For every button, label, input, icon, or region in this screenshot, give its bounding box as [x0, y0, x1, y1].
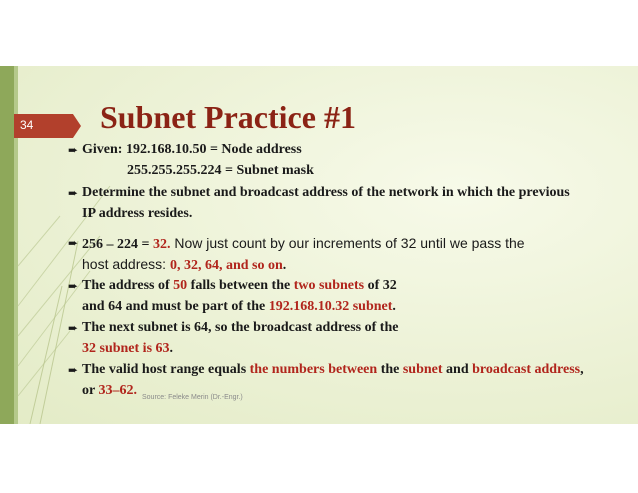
valid-line — [82, 362, 584, 378]
host-increments: 0, 32, 64, and so on — [169, 258, 283, 273]
calc-text-2: Now just count by our increments of 32 until we pass the — [170, 235, 525, 251]
next-text: . — [169, 341, 174, 356]
bullet-icon: ➨ — [68, 321, 79, 335]
calc-line — [82, 235, 525, 253]
bullet-icon: ➨ — [68, 279, 79, 293]
valid-text-1: The valid host range equals — [82, 362, 250, 377]
next-line-cont — [82, 341, 173, 357]
range-line — [82, 383, 137, 399]
host-text-2: . — [282, 258, 287, 273]
host-text-1: host address: — [82, 256, 170, 272]
bullet-icon: ➨ — [68, 363, 79, 377]
range-value: 33–62. — [98, 383, 137, 398]
host-line — [82, 256, 286, 274]
slide-number: 34 — [20, 118, 34, 132]
given-mask-line: 255.255.255.224 = Subnet mask — [127, 163, 314, 178]
and64-line — [82, 299, 396, 315]
slide-title: Subnet Practice #1 — [100, 99, 356, 135]
fifty-text-1: The address of — [82, 278, 174, 293]
and64-text-2: . — [392, 299, 396, 314]
calc-increment: 32. — [152, 237, 171, 252]
fifty-text-3: of 32 — [364, 278, 397, 293]
fifty-line — [82, 278, 397, 294]
valid-between: the numbers between — [249, 362, 378, 377]
determine-line-cont: IP address resides. — [82, 206, 193, 221]
source-caption: Source: Feleke Merin (Dr.-Engr.) — [142, 394, 243, 401]
range-text: or — [82, 383, 99, 398]
next-broadcast: 32 subnet is 63 — [82, 341, 170, 356]
slide — [0, 66, 638, 424]
fifty-value: 50 — [173, 278, 188, 293]
fifty-two-subnets: two subnets — [293, 278, 365, 293]
and64-text-1: and 64 and must be part of the — [82, 299, 269, 314]
determine-line: Determine the subnet and broadcast address of the network in which the previous — [82, 185, 570, 200]
calc-text-1: 256 – 224 = — [82, 237, 153, 252]
bullet-icon: ➨ — [68, 236, 79, 250]
valid-broadcast: broadcast address — [472, 362, 581, 377]
valid-subnet: subnet — [402, 362, 443, 377]
next-line: The next subnet is 64, so the broadcast address of the — [82, 320, 399, 335]
valid-text-4: , — [580, 362, 584, 377]
bullet-icon: ➨ — [68, 186, 79, 200]
given-line: Given: 192.168.10.50 = Node address — [82, 142, 302, 157]
valid-text-3: and — [442, 362, 473, 377]
valid-text-2: the — [377, 362, 403, 377]
and64-subnet: 192.168.10.32 subnet — [268, 299, 393, 314]
bullet-icon: ➨ — [68, 143, 79, 157]
fifty-text-2: falls between the — [187, 278, 294, 293]
